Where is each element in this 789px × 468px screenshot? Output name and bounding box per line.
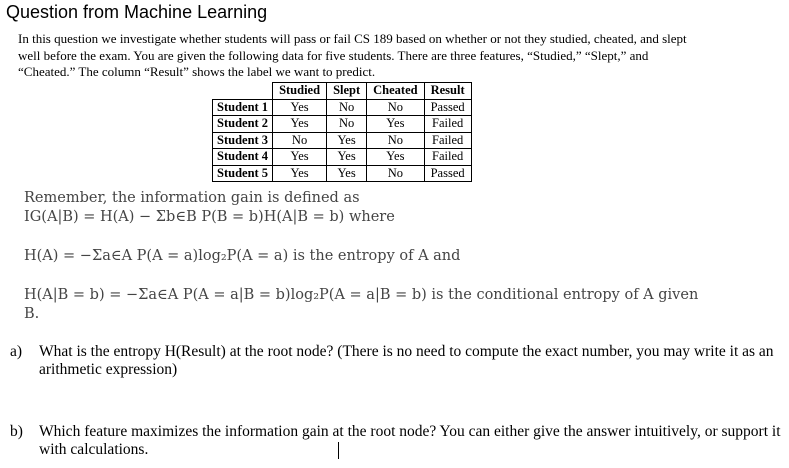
row-label: Student 5 — [213, 165, 273, 182]
student-data-table — [212, 82, 472, 182]
cell-result: Passed — [424, 165, 471, 182]
question-a — [0, 343, 789, 383]
cell-cheated: Yes — [367, 149, 424, 166]
cell-cheated: No — [367, 132, 424, 149]
cell-cheated: Yes — [367, 116, 424, 133]
cell-slept: Yes — [327, 132, 367, 149]
question-a-text: What is the entropy H(Result) at the root node? (There is no need to compute the exact number, you may write it as an arithmetic expression) — [39, 343, 774, 378]
cell-studied: Yes — [273, 149, 327, 166]
cell-result: Failed — [424, 132, 471, 149]
cell-cheated: No — [367, 165, 424, 182]
header-cheated: Cheated — [367, 83, 424, 100]
conditional-entropy-formula-continued: B. — [24, 306, 40, 322]
question-b-label: b) — [10, 423, 23, 440]
cell-studied: No — [273, 132, 327, 149]
cell-result: Passed — [424, 99, 471, 116]
table-row — [213, 132, 472, 149]
cell-studied: Yes — [273, 99, 327, 116]
intro-paragraph: In this question we investigate whether students will pass or fail CS 189 based on whether or not they studied, cheated, and slept well before the exam. You are given the following data for five students. There are three features, “Studied,” “Slept,” and “Cheated.” The column “Result” shows the label we want to predict. — [18, 31, 687, 79]
page-title: Question from Machine Learning — [6, 2, 268, 22]
cell-slept: Yes — [327, 165, 367, 182]
table-row — [213, 165, 472, 182]
cell-result: Failed — [424, 116, 471, 133]
header-result: Result — [424, 83, 471, 100]
cell-cheated: No — [367, 99, 424, 116]
row-label: Student 1 — [213, 99, 273, 116]
information-gain-intro: Remember, the information gain is defined as — [24, 190, 360, 206]
table-header-row — [213, 83, 472, 100]
table-row — [213, 116, 472, 133]
row-label: Student 4 — [213, 149, 273, 166]
table-row — [213, 149, 472, 166]
row-label: Student 2 — [213, 116, 273, 133]
cell-result: Failed — [424, 149, 471, 166]
table-corner — [213, 83, 273, 100]
header-slept: Slept — [327, 83, 367, 100]
entropy-formula: H(A) = −Σa∈A P(A = a)log₂P(A = a) is the entropy of A and — [24, 248, 461, 264]
row-label: Student 3 — [213, 132, 273, 149]
text-cursor — [338, 442, 339, 459]
cell-slept: Yes — [327, 149, 367, 166]
cell-studied: Yes — [273, 116, 327, 133]
table-row — [213, 99, 472, 116]
question-a-label: a) — [10, 343, 23, 360]
cell-slept: No — [327, 116, 367, 133]
question-b-text[interactable]: Which feature maximizes the information gain at the root node? You can either give the answer intuitively, or support it with calculations. — [39, 423, 781, 458]
conditional-entropy-formula: H(A|B = b) = −Σa∈A P(A = a|B = b)log₂P(A = a|B = b) is the conditional entropy of A given — [24, 287, 699, 303]
header-studied: Studied — [273, 83, 327, 100]
information-gain-formula: IG(A|B) = H(A) − Σb∈B P(B = b)H(A|B = b) where — [24, 209, 395, 225]
cell-studied: Yes — [273, 165, 327, 182]
cell-slept: No — [327, 99, 367, 116]
question-b[interactable] — [0, 423, 789, 463]
